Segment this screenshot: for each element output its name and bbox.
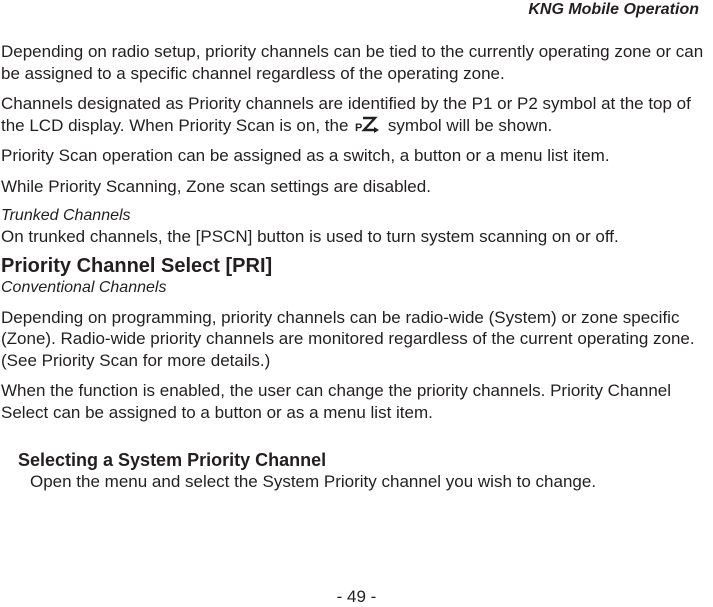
paragraph-priority-setup: Depending on radio setup, priority channels can be tied to the currently operating zone or can be assigned to a specific channel regardless of the operating zone. xyxy=(1,42,704,83)
svg-text:P: P xyxy=(355,121,363,134)
paragraph-priority-designation-text-b: symbol will be shown. xyxy=(383,115,553,135)
conventional-channels-label: Conventional Channels xyxy=(1,278,167,296)
priority-scan-icon-graphic xyxy=(353,116,383,134)
paragraph-priority-designation-text-a: Channels designated as Priority channels are identified by the P1 or P2 symbol at the top of the LCD display. When Priority Scan is on, the xyxy=(1,94,691,135)
page-content xyxy=(1,41,707,493)
section-title-priority-channel-select: Priority Channel Select [PRI] xyxy=(1,254,273,277)
paragraph-zone-scan-disabled: While Priority Scanning, Zone scan settings are disabled. xyxy=(1,176,431,196)
subsection-title-system-priority: Selecting a System Priority Channel xyxy=(18,450,327,470)
paragraph-priority-designation xyxy=(1,93,707,136)
paragraph-priority-scan-assignment: Priority Scan operation can be assigned as a switch, a button or a menu list item. xyxy=(1,146,610,165)
paragraph-trunked-pscn: On trunked channels, the [PSCN] button is used to turn system scanning on or off. xyxy=(1,227,619,246)
priority-scan-icon xyxy=(353,116,383,134)
trunked-channels-label: Trunked Channels xyxy=(1,207,131,224)
paragraph-priority-programming: Depending on programming, priority channels can be radio-wide (System) or zone specific (Zone). Radio-wide priority channels are monitored regardless of the current operating zone. (See Priority Scan for more details.) xyxy=(1,307,695,370)
page-number: - 49 - xyxy=(336,587,377,606)
running-header: KNG Mobile Operation xyxy=(528,1,699,18)
paragraph-open-menu: Open the menu and select the System Priority channel you wish to change. xyxy=(30,472,597,491)
paragraph-priority-select-enabled: When the function is enabled, the user can change the priority channels. Priority Channel Select can be assigned to a button or as a menu list item. xyxy=(1,381,672,422)
